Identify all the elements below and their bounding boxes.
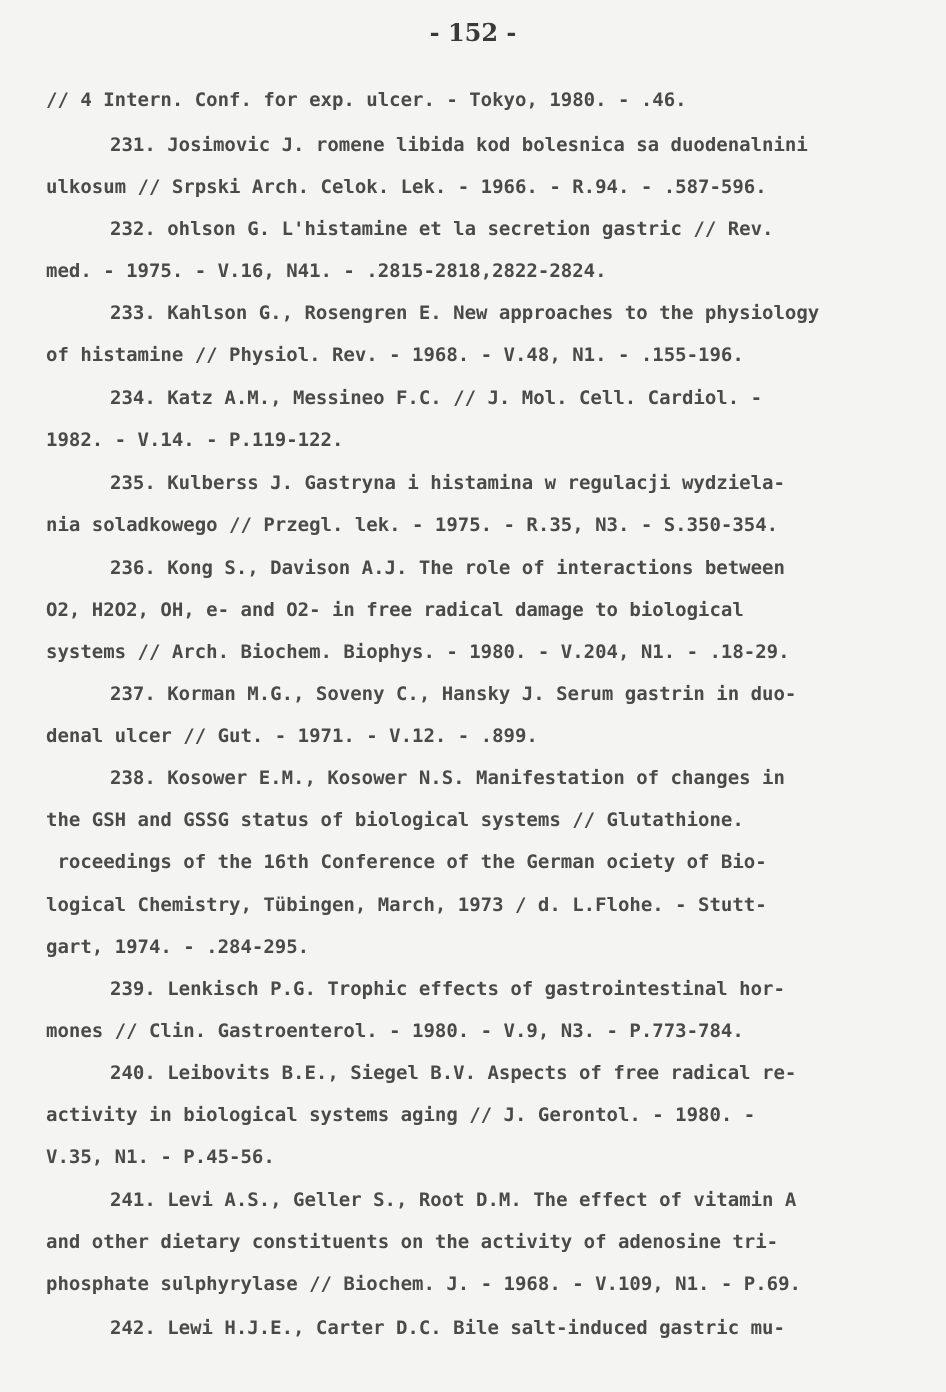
- ref-line: // 4 Intern. Conf. for exp. ulcer. - Tokyo, 1980. - .46.: [46, 89, 687, 111]
- ref-line: 235. Kulberss J. Gastryna i histamina w regulacji wydziela-: [110, 472, 785, 494]
- ref-line: of histamine // Physiol. Rev. - 1968. - V.48, N1. - .155-196.: [46, 344, 744, 366]
- ref-line: 234. Katz A.M., Messineo F.C. // J. Mol. Cell. Cardiol. -: [110, 387, 763, 409]
- page-number: - 152 -: [429, 18, 517, 47]
- ref-line: V.35, N1. - P.45-56.: [46, 1146, 275, 1168]
- ref-line: activity in biological systems aging // J. Gerontol. - 1980. -: [46, 1104, 756, 1126]
- ref-line: the GSH and GSSG status of biological systems // Glutathione.: [46, 809, 744, 831]
- ref-line: gart, 1974. - .284-295.: [46, 936, 310, 958]
- ref-line: O2, H2O2, OH, e- and O2- in free radical damage to biological: [46, 599, 744, 621]
- ref-line: denal ulcer // Gut. - 1971. - V.12. - .899.: [46, 725, 538, 747]
- ref-line: 238. Kosower E.M., Kosower N.S. Manifestation of changes in: [110, 767, 785, 789]
- ref-line: 242. Lewi H.J.E., Carter D.C. Bile salt-induced gastric mu-: [110, 1317, 785, 1339]
- ref-line: roceedings of the 16th Conference of the German ociety of Bio-: [46, 851, 767, 873]
- ref-line: 239. Lenkisch P.G. Trophic effects of gastrointestinal hor-: [110, 978, 785, 1000]
- ref-line: systems // Arch. Biochem. Biophys. - 1980. - V.204, N1. - .18-29.: [46, 641, 790, 663]
- ref-line: 1982. - V.14. - P.119-122.: [46, 429, 344, 451]
- ref-line: phosphate sulphyrylase // Biochem. J. - 1968. - V.109, N1. - P.69.: [46, 1273, 801, 1295]
- ref-line: logical Chemistry, Tübingen, March, 1973 / d. L.Flohe. - Stutt-: [46, 894, 767, 916]
- ref-line: mones // Clin. Gastroenterol. - 1980. - V.9, N3. - P.773-784.: [46, 1020, 744, 1042]
- ref-line: 233. Kahlson G., Rosengren E. New approaches to the physiology: [110, 302, 820, 324]
- ref-line: 236. Kong S., Davison A.J. The role of interactions between: [110, 557, 785, 579]
- ref-line: med. - 1975. - V.16, N41. - .2815-2818,2822-2824.: [46, 260, 607, 282]
- ref-line: 231. Josimovic J. romene libida kod bolesnica sa duodenalnini: [110, 134, 808, 156]
- ref-line: 237. Korman M.G., Soveny C., Hansky J. Serum gastrin in duo-: [110, 683, 797, 705]
- ref-line: 232. ohlson G. L'histamine et la secretion gastric // Rev.: [110, 218, 774, 240]
- ref-line: 241. Levi A.S., Geller S., Root D.M. The effect of vitamin A: [110, 1189, 797, 1211]
- ref-line: and other dietary constituents on the activity of adenosine tri-: [46, 1231, 779, 1253]
- ref-line: nia soladkowego // Przegl. lek. - 1975. - R.35, N3. - S.350-354.: [46, 514, 779, 536]
- ref-line: 240. Leibovits B.E., Siegel B.V. Aspects of free radical re-: [110, 1062, 797, 1084]
- ref-line: ulkosum // Srpski Arch. Celok. Lek. - 1966. - R.94. - .587-596.: [46, 176, 767, 198]
